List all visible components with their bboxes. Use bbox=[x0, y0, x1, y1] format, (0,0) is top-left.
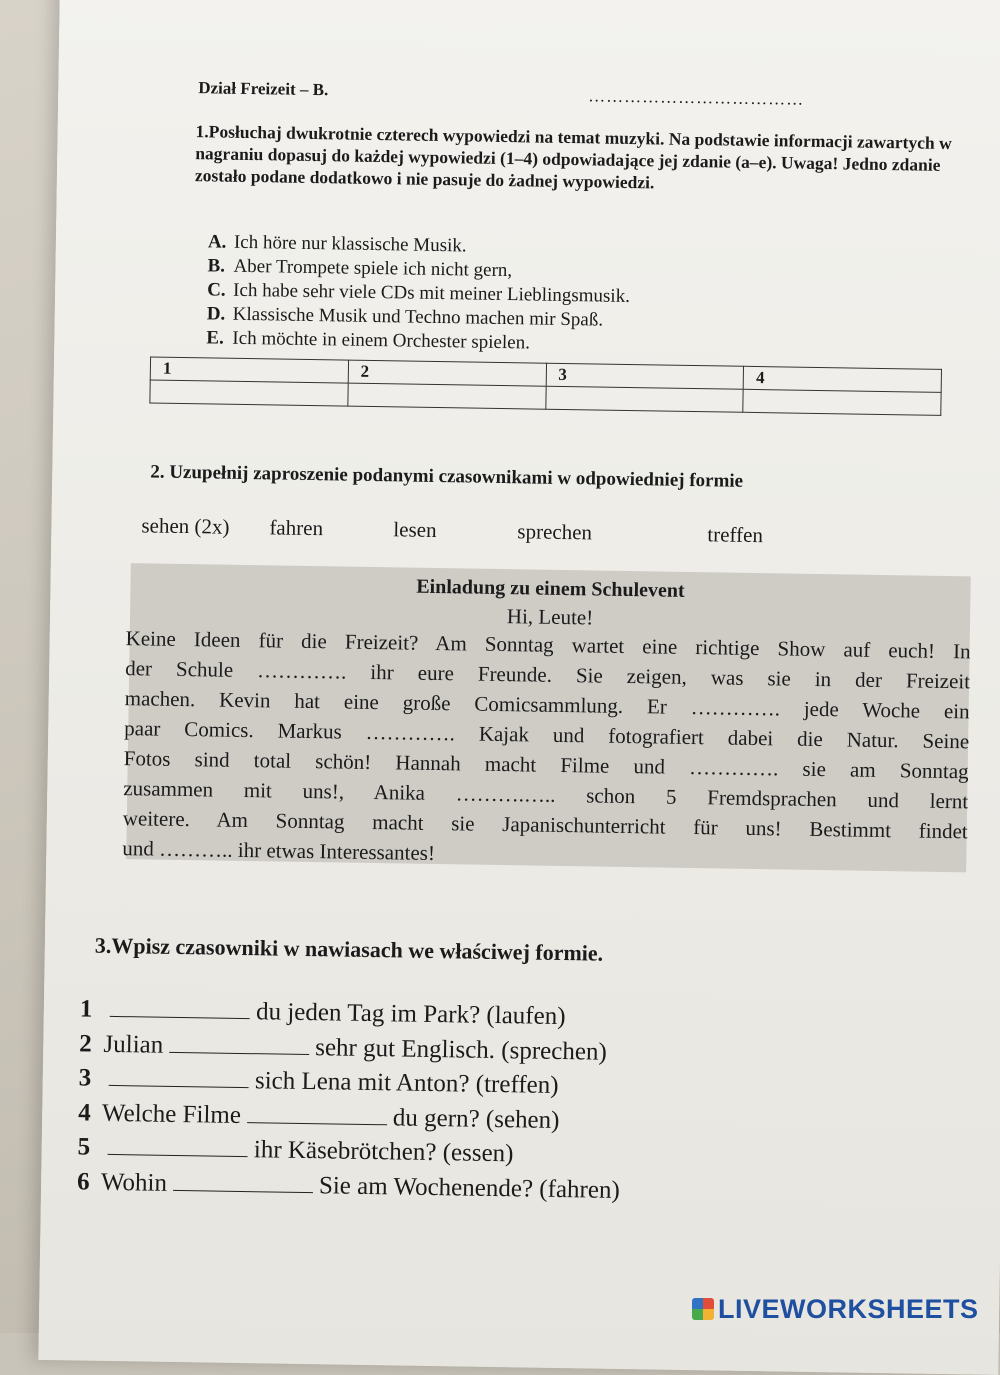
task3-instruction: 3.Wpisz czasowniki w nawiasach we właściwej formie. bbox=[95, 933, 604, 967]
invitation-line: Fotos sind total schön! Hannah macht Filme und …………. sie am Sonntag bbox=[124, 743, 969, 786]
exercise-number: 2 bbox=[79, 1027, 98, 1062]
verb-bank bbox=[141, 513, 861, 554]
exercise-before: Wohin bbox=[101, 1168, 167, 1196]
option-text: Ich höre nur klassische Musik. bbox=[234, 232, 467, 257]
answer-cell-4[interactable] bbox=[743, 389, 941, 415]
answer-cell-1[interactable] bbox=[150, 380, 348, 406]
invitation-line: machen. Kevin hat eine große Comicsammlung. Er …………. jede Woche ein bbox=[124, 683, 969, 726]
answer-header-3: 3 bbox=[546, 363, 744, 389]
exercise-after: sich Lena mit Anton? (treffen) bbox=[255, 1067, 559, 1099]
liveworksheets-logo-icon bbox=[692, 1298, 714, 1320]
invitation-line: zusammen mit uns!, Anika ……….….. schon 5 Fremdsprachen und lernt bbox=[123, 773, 968, 816]
invitation-line: der Schule …………. ihr eure Freunde. Sie zeigen, was sie in der Freizeit bbox=[125, 653, 970, 696]
exercise-after: Sie am Wochenende? (fahren) bbox=[319, 1172, 620, 1204]
answer-header-2: 2 bbox=[348, 360, 546, 386]
task1-options bbox=[206, 230, 631, 357]
answer-table bbox=[149, 356, 942, 415]
verb-item: lesen bbox=[393, 517, 437, 543]
task2-instruction: 2. Uzupełnij zaproszenie podanymi czasownikami w odpowiedniej formie bbox=[150, 461, 743, 492]
name-line: ……………………………… bbox=[588, 86, 804, 109]
exercise-number: 6 bbox=[77, 1165, 96, 1200]
answer-header-4: 4 bbox=[743, 366, 941, 392]
option-text: Klassische Musik und Techno machen mir Spaß. bbox=[233, 304, 604, 331]
answer-blank[interactable] bbox=[110, 996, 250, 1019]
exercise-before: Julian bbox=[103, 1030, 163, 1058]
answer-blank[interactable] bbox=[169, 1031, 309, 1054]
answer-blank[interactable] bbox=[109, 1065, 249, 1088]
task3-exercises bbox=[77, 992, 623, 1207]
option-text: Ich habe sehr viele CDs mit meiner Lieblingsmusik. bbox=[233, 280, 630, 307]
verb-item: sehen (2x) bbox=[141, 513, 229, 539]
invitation-line: paar Comics. Markus …………. Kajak und fotografiert dabei die Natur. Seine bbox=[124, 713, 969, 756]
invitation-title: Einladung zu einem Schulevent bbox=[130, 571, 970, 607]
answer-header-1: 1 bbox=[150, 357, 348, 383]
answer-cell-2[interactable] bbox=[348, 383, 546, 409]
task1-instruction: 1.Posłuchaj dwukrotnie czterech wypowiedzi na temat muzyki. Na podstawie informacji zawartych w nagraniu dopasuj do każdej wypowiedzi (1–4) odpowiadające jej zdanie (a–e). Uwaga! Jedno zdanie zostało podane dodatkowo i nie pasuje do żadnej wypowiedzi. bbox=[195, 120, 956, 198]
invitation-box bbox=[126, 563, 971, 872]
exercise-after: sehr gut Englisch. (sprechen) bbox=[315, 1034, 607, 1066]
answer-blank[interactable] bbox=[173, 1169, 313, 1192]
exercise-item bbox=[77, 1165, 620, 1208]
invitation-line: und ……….. ihr etwas Interessantes! bbox=[122, 833, 967, 876]
option-letter: B. bbox=[207, 254, 233, 278]
option-text: Aber Trompete spiele ich nicht gern, bbox=[233, 256, 512, 281]
exercise-after: du jeden Tag im Park? (laufen) bbox=[256, 998, 566, 1030]
liveworksheets-watermark bbox=[692, 1294, 979, 1325]
exercise-number: 4 bbox=[78, 1096, 97, 1131]
invitation-line: Keine Ideen für die Freizeit? Am Sonntag wartet eine richtige Show auf euch! In bbox=[125, 623, 970, 666]
answer-blank[interactable] bbox=[108, 1134, 248, 1157]
option-letter: C. bbox=[207, 278, 233, 302]
invitation-text bbox=[122, 623, 971, 876]
answer-blank[interactable] bbox=[247, 1102, 387, 1125]
exercise-number: 3 bbox=[78, 1061, 97, 1096]
answer-cell-3[interactable] bbox=[545, 386, 743, 412]
worksheet-paper bbox=[38, 0, 1000, 1375]
exercise-before: Welche Filme bbox=[102, 1099, 241, 1128]
watermark-text: LIVEWORKSHEETS bbox=[718, 1294, 979, 1324]
invitation-line: weitere. Am Sonntag macht sie Japanischunterricht für uns! Bestimmt findet bbox=[123, 803, 968, 846]
option-letter: A. bbox=[208, 230, 234, 254]
invitation-greeting: Hi, Leute! bbox=[130, 598, 970, 636]
section-title: Dział Freizeit – B. bbox=[198, 78, 328, 100]
exercise-number: 5 bbox=[77, 1130, 96, 1165]
verb-item: sprechen bbox=[517, 519, 592, 545]
option-letter: D. bbox=[207, 302, 233, 326]
option-text: Ich möchte in einem Orchester spielen. bbox=[232, 328, 530, 354]
verb-item: treffen bbox=[707, 522, 763, 548]
option-letter: E. bbox=[206, 326, 232, 350]
exercise-after: du gern? (sehen) bbox=[393, 1104, 560, 1134]
exercise-number: 1 bbox=[80, 992, 99, 1027]
verb-item: fahren bbox=[269, 515, 323, 541]
exercise-after: ihr Käsebrötchen? (essen) bbox=[254, 1136, 514, 1167]
